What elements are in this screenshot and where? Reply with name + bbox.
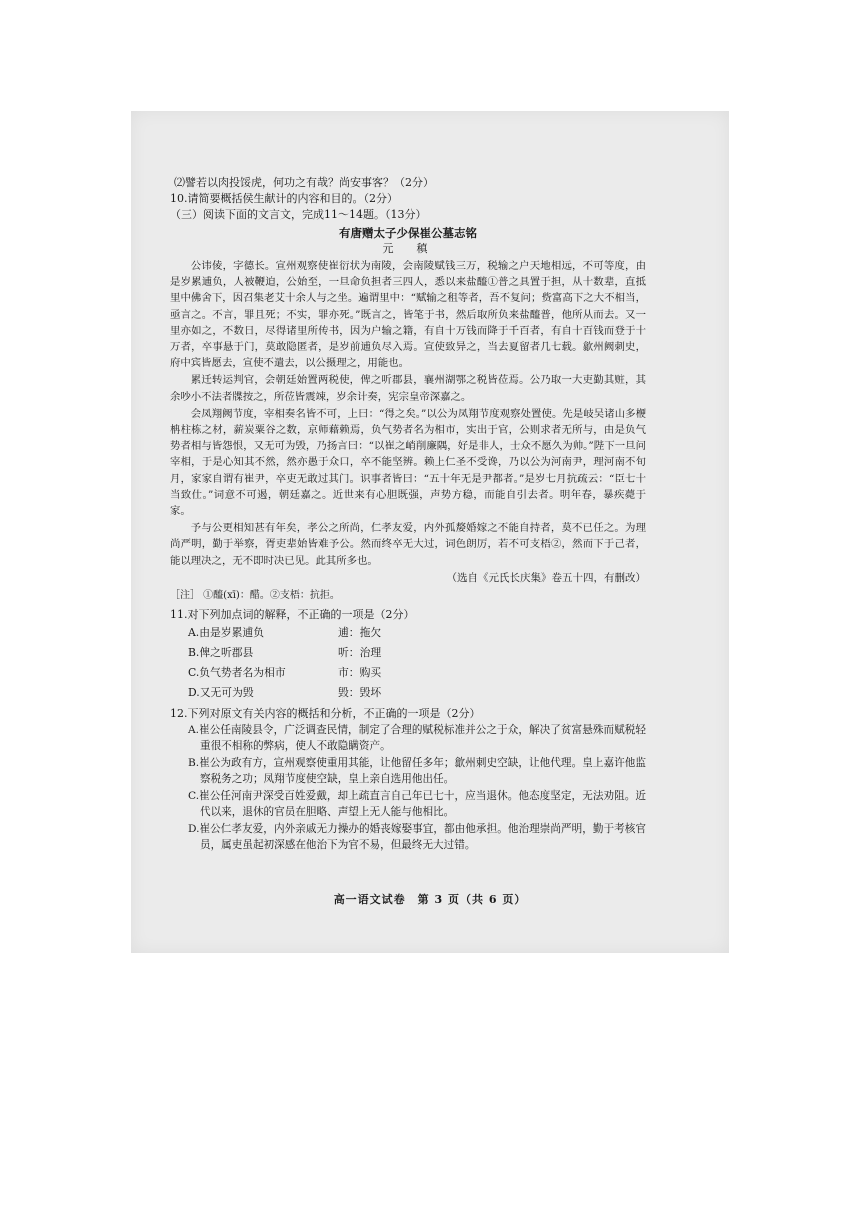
option-text: A.由是岁累逋负 <box>188 625 265 639</box>
q11-option-a <box>188 623 646 643</box>
q12-answer-c: C.崔公任河南尹深受百姓爱戴，却上疏直言自己年已七十，应当退休。他态度坚定，无法劝阻。近代以来，退休的官员在胆略、声望上无人能与他相比。 <box>188 789 646 819</box>
page-footer: 高一语文试卷 第 3 页（共 6 页） <box>333 893 527 906</box>
article-author: 元 稹 <box>382 242 434 255</box>
exam-content <box>170 175 646 854</box>
q11-option-c <box>188 663 646 683</box>
option-gloss: 市：购买 <box>338 665 382 679</box>
q12-answer-a: A.崔公任南陵县令，广泛调查民情，制定了合理的赋税标准并公之于众，解决了贫富悬殊而赋税轻重很不相称的弊病，使人不敢隐瞒资产。 <box>188 723 646 753</box>
q11-option-b <box>188 643 646 663</box>
q11-option-d <box>188 683 646 703</box>
article-paragraph-1: 公讳倰，字德长。宣州观察使崔衍状为南陵，会南陵赋钱三万，税输之户天地相远，不可等度，由是岁累逋负，人被鞭迫，公始至，一旦命负担者三四人，悉以来盐醯①普之具置于担，从十数辈，直抵里中佛舍下，因召集老艾十余人与之坐。遍谓里中：“赋输之租等者，吾不复问；赀富高下之大不相当，亟言之。不言，罪且死；不实，罪亦死。”既言之，皆笔于书，然后取所负来盐醯普，他所从而去。又一里亦如之，不数日，尽得诸里所传书，因为户输之籍，有自十万钱而降于千百者，有自十百钱而登于十万者，卒事悬于门，莫敢隐匿者，是岁前逋负尽入焉。宣使致异之，当去夏留者几七载。歙州阙刺史，府中宾皆愿去，宣使不遣去，以公摄理之，用能也。 <box>170 260 646 370</box>
option-text: C.负气势者名为相市 <box>188 665 286 679</box>
q12-answer-b: B.崔公为政有方，宣州观察使重用其能，让他留任多年；歙州刺史空缺，让他代理。皇上嘉许他监察税务之功；凤翔节度使空缺，皇上亲自选用他出任。 <box>188 756 646 786</box>
option-text: D.又无可为毁 <box>188 685 254 699</box>
article-title: 有唐赠太子少保崔公墓志铭 <box>339 226 477 240</box>
article-paragraph-2: 累迁转运判官，会朝廷始置两税使，俾之听郡县，襄州湖鄂之税皆莅焉。公乃取一大吏勤其赃，其余吵小不法者牒按之，所莅皆震竦，岁余计奏，宪宗皇帝深嘉之。 <box>170 374 646 403</box>
q11-stem: 11.对下列加点词的解释，不正确的一项是（2分） <box>170 607 415 621</box>
section-3-heading: （三）阅读下面的文言文，完成11～14题。（13分） <box>170 208 427 221</box>
q12-answer-d: D.崔公仁孝友爱，内外亲戚无力操办的婚丧嫁娶事宜，都由他承担。他治理崇尚严明，勤于考核官员，属吏虽起初深感在他治下为官不易，但最终无大过错。 <box>188 822 646 852</box>
annotation-note: ［注］ ①醯(xī)：醋。②支梧：抗拒。 <box>170 589 340 601</box>
q10: 10.请简要概括侯生献计的内容和目的。（2分） <box>170 192 398 205</box>
option-gloss: 毁：毁坏 <box>338 685 382 699</box>
option-text: B.俾之听郡县 <box>188 645 254 659</box>
option-gloss: 听：治理 <box>338 645 382 659</box>
q12-stem: 12.下列对原文有关内容的概括和分析，不正确的一项是（2分） <box>170 706 481 720</box>
article-paragraph-4: 予与公更相知甚有年矣，孝公之所尚，仁孝友爱，内外孤嫠婚嫁之不能自持者，莫不已任之。为理尚严明，勤于举察，胥吏辈始皆难予公。然而终卒无大过，词色朗厉，若不可支梧②，然而下于己者，能以理决之，无不即时决已见。此其所多也。 <box>170 522 646 567</box>
option-gloss: 逋：拖欠 <box>338 625 382 639</box>
q9-subitem-2: ⑵譬若以肉投馁虎，何功之有哉？尚安事客？（2分） <box>174 176 434 189</box>
article-paragraph-3: 会凤翔阙节度，宰相奏名皆不可，上曰：“得之矣。”以公为凤翔节度观察处置使。先是岐吴诸山多楩柟柱栋之材，薪炭粟谷之数，京师藉赖焉，负气势者名为相市，实出于官，公则求者无所与，由是负气势者相与皆怨恨，又无可为毁，乃扬言曰：“以崔之峭削廉隅，好是非人，士众不愿久为帅。”陛下一旦问宰相，于是心知其不然，然亦愚于众口，卒不能坚辨。赖上仁圣不受谗，乃以公为河南尹，理河南不旬月，家家自谓有崔尹，卒吏无敢过其门。识事者皆曰：“五十年无是尹都者。”是岁七月抗疏云：“臣七十当致仕。”词意不可遏，朝廷嘉之。近世来有心胆既强，声势方稳，而能自引去者。明年春，暴疾薨于家。 <box>170 407 646 518</box>
article-source: （选自《元氏长庆集》卷五十四，有删改） <box>446 571 646 584</box>
